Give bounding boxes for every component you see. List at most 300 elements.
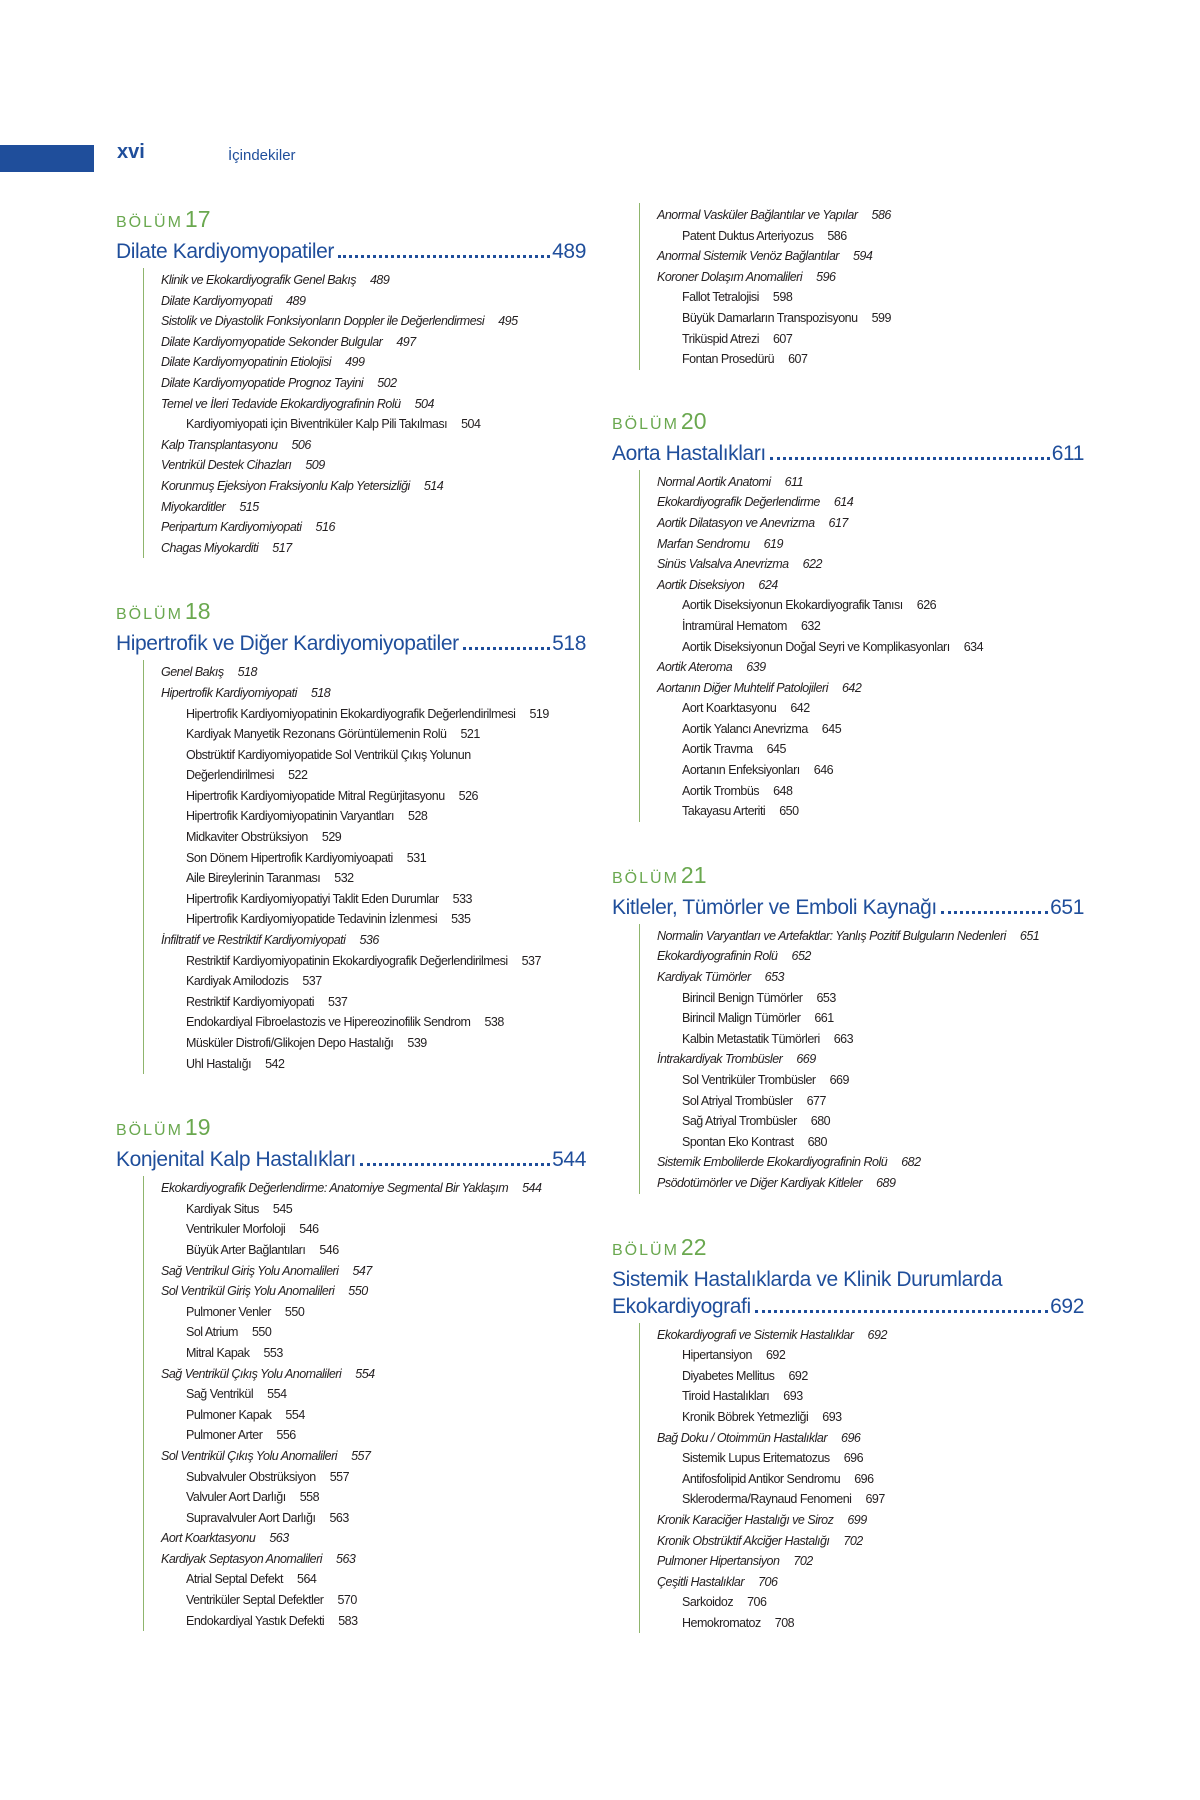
toc-entry-page: 558: [299, 1490, 320, 1505]
toc-subsection[interactable]: [161, 1487, 586, 1508]
toc-subsection[interactable]: [161, 806, 586, 827]
toc-entry-page: 706: [758, 1574, 778, 1589]
toc-section[interactable]: [161, 1446, 586, 1467]
toc-entry-page: 536: [359, 933, 379, 948]
toc-subsection[interactable]: [657, 1592, 1084, 1613]
toc-entry-title: Sol Ventriküler Trombüsler: [682, 1073, 816, 1087]
chapter-label: [612, 862, 1084, 888]
toc-subsection[interactable]: [161, 704, 586, 725]
toc-subsection[interactable]: [657, 760, 1084, 781]
toc-section[interactable]: [161, 1261, 586, 1282]
toc-entry-title: Endokardiyal Fibroelastozis ve Hipereozinofilik Sendrom: [186, 1015, 471, 1030]
toc-entry-page: 518: [310, 685, 331, 700]
toc-entry-title: Aortik Dilatasyon ve Anevrizma: [657, 515, 815, 530]
toc-section[interactable]: [657, 267, 1084, 288]
toc-subsection[interactable]: [657, 698, 1084, 719]
toc-entry-page: 550: [284, 1304, 305, 1319]
toc-subsection[interactable]: [161, 1012, 586, 1033]
toc-entry-title: Ekokardiyografik Değerlendirme: Anatomiye Segmental Bir Yaklaşım: [161, 1181, 509, 1196]
toc-entry-page: 542: [265, 1056, 285, 1071]
toc-entry-title: Kardiyak Septasyon Anomalileri: [161, 1551, 323, 1566]
toc-entry-page: 526: [458, 788, 479, 803]
chapter-entry-list: [143, 1176, 586, 1631]
toc-entry-title: Hipertansiyon: [682, 1348, 752, 1363]
toc-entry-title: Dilate Kardiyomyopati: [161, 293, 273, 308]
toc-entry-page: 586: [827, 228, 847, 243]
toc-entry-title: Dilate Kardiyomyopatide Sekonder Bulgular: [161, 334, 383, 349]
toc-section[interactable]: [161, 1528, 586, 1549]
toc-entry-title: Sistemik Lupus Eritematozus: [682, 1451, 830, 1466]
toc-entry-page: 564: [297, 1572, 317, 1587]
toc-entry-page: 533: [452, 891, 473, 906]
toc-entry-title: Normal Aortik Anatomi: [657, 474, 771, 489]
toc-section[interactable]: [161, 352, 586, 373]
toc-entry-title: Son Dönem Hipertrofik Kardiyomiyoapati: [186, 850, 393, 865]
toc-entry-page: 553: [263, 1345, 283, 1360]
toc-subsection[interactable]: [161, 1240, 586, 1261]
toc-entry-title: Aortanın Diğer Muhtelif Patolojileri: [657, 680, 828, 695]
toc-entry-page: 652: [791, 949, 811, 964]
toc-entry-page: 532: [334, 871, 354, 886]
toc-section[interactable]: [161, 1549, 586, 1570]
toc-entry-page: 570: [337, 1593, 357, 1608]
toc-entry-page: 544: [522, 1181, 542, 1196]
toc-section[interactable]: [161, 291, 586, 312]
toc-section[interactable]: [161, 517, 586, 538]
toc-entry-title: Sol Ventrikül Giriş Yolu Anomalileri: [161, 1284, 335, 1299]
toc-section[interactable]: [657, 205, 1084, 226]
toc-entry-page: 583: [338, 1613, 358, 1628]
toc-subsection[interactable]: [161, 951, 586, 972]
toc-entry-page: 537: [328, 994, 348, 1009]
toc-entry-title: Endokardiyal Yastık Defekti: [186, 1613, 325, 1628]
toc-entry-page: 550: [251, 1325, 272, 1340]
toc-entry-page: 669: [829, 1073, 849, 1087]
chapter-page: 692: [1050, 1294, 1084, 1318]
chapter-title-text: Kitleler, Tümörler ve Emboli Kaynağı: [612, 895, 937, 919]
toc-entry-page: 669: [796, 1052, 816, 1067]
toc-entry-page: 624: [758, 577, 778, 592]
toc-section[interactable]: [161, 538, 586, 559]
toc-entry-page: 546: [319, 1242, 339, 1257]
toc-subsection[interactable]: [161, 1590, 586, 1611]
chapter-22: [612, 1234, 1084, 1634]
toc-section[interactable]: [657, 1173, 1084, 1194]
toc-entry-page: 599: [871, 310, 891, 325]
toc-entry-page: 554: [267, 1387, 287, 1402]
toc-subsection[interactable]: [657, 1448, 1084, 1469]
toc-subsection[interactable]: [161, 1508, 586, 1529]
toc-entry-page: 545: [272, 1201, 293, 1216]
toc-entry-title: Kronik Karaciğer Hastalığı ve Siroz: [657, 1512, 834, 1527]
toc-entry-title: Klinik ve Ekokardiyografik Genel Bakış: [161, 273, 356, 287]
chapter-page: 489: [552, 240, 586, 263]
toc-entry-title: Valvuler Aort Darlığı: [186, 1490, 286, 1505]
toc-entry-page: 642: [841, 680, 862, 695]
toc-section[interactable]: [657, 1531, 1084, 1552]
toc-subsection[interactable]: [657, 1111, 1084, 1132]
toc-section[interactable]: [657, 554, 1084, 575]
chapter-title[interactable]: [612, 440, 1084, 467]
toc-entry-page: 489: [369, 273, 390, 287]
toc-subsection[interactable]: [657, 329, 1084, 350]
toc-section[interactable]: [657, 513, 1084, 534]
toc-section[interactable]: [657, 492, 1084, 513]
toc-entry-page: 528: [408, 809, 428, 824]
toc-subsection[interactable]: [161, 745, 586, 766]
toc-entry-page: 550: [348, 1284, 368, 1299]
toc-entry-title: Sağ Ventrikul Giriş Yolu Anomalileri: [161, 1263, 339, 1278]
toc-subsection[interactable]: [657, 1008, 1084, 1029]
toc-entry-page: 692: [788, 1368, 808, 1383]
toc-section[interactable]: [657, 1428, 1084, 1449]
toc-entry-title: Ventriküler Septal Defektler: [186, 1593, 324, 1608]
toc-section[interactable]: [161, 311, 586, 332]
dot-leader: [941, 911, 1048, 914]
toc-entry-title: Aile Bireylerinin Taranması: [186, 871, 321, 886]
toc-subsection[interactable]: [161, 724, 586, 745]
toc-section[interactable]: [657, 246, 1084, 267]
toc-entry-page: 522: [288, 768, 308, 783]
toc-section[interactable]: [161, 270, 586, 291]
toc-subsection[interactable]: [657, 1407, 1084, 1428]
toc-entry-title: Hipertrofik Kardiyomiyopatide Mitral Regürjitasyonu: [186, 788, 445, 803]
toc-subsection[interactable]: [657, 1029, 1084, 1050]
toc-subsection[interactable]: [161, 1405, 586, 1426]
toc-section[interactable]: [161, 394, 586, 415]
toc-subsection[interactable]: [657, 1345, 1084, 1366]
toc-entry-page: 642: [790, 701, 810, 716]
toc-entry-page: 557: [329, 1469, 350, 1484]
toc-section[interactable]: [161, 1178, 586, 1199]
toc-entry-title: Değerlendirilmesi: [186, 768, 275, 783]
toc-entry-page: 682: [901, 1155, 921, 1170]
chapter-18: [116, 598, 586, 1074]
toc-entry-page: 611: [784, 474, 804, 489]
toc-subsection[interactable]: [161, 1384, 586, 1405]
toc-section[interactable]: [657, 1049, 1084, 1070]
toc-entry-title: Kalp Transplantasyonu: [161, 437, 278, 452]
toc-entry-page: 639: [746, 660, 766, 675]
chapter-label-word: BÖLÜM: [612, 869, 679, 887]
toc-entry-page: 535: [451, 912, 471, 927]
toc-subsection[interactable]: [657, 637, 1084, 658]
toc-subsection[interactable]: [161, 414, 586, 435]
toc-subsection[interactable]: [657, 349, 1084, 370]
toc-entry-title: Aortik Diseksiyon: [657, 577, 745, 592]
toc-entry-page: 499: [345, 355, 365, 370]
chapter-title-text: Aorta Hastalıkları: [612, 441, 766, 465]
toc-subsection[interactable]: [161, 786, 586, 807]
toc-subsection[interactable]: [657, 226, 1084, 247]
chapter-title-line2: [612, 1293, 1084, 1320]
dot-leader: [770, 457, 1050, 460]
chapter-label: [612, 408, 1084, 434]
toc-section[interactable]: [161, 930, 586, 951]
toc-subsection[interactable]: [161, 848, 586, 869]
chapter-label: [116, 206, 586, 232]
toc-subsection[interactable]: [161, 1425, 586, 1446]
toc-entry-page: 497: [396, 334, 416, 349]
toc-section[interactable]: [161, 435, 586, 456]
toc-entry-title: Kronik Obstrüktif Akciğer Hastalığı: [657, 1533, 830, 1548]
toc-entry-title: Büyük Arter Bağlantıları: [186, 1242, 306, 1257]
toc-subsection[interactable]: [657, 1132, 1084, 1153]
toc-subsection[interactable]: [161, 909, 586, 930]
toc-section[interactable]: [161, 683, 586, 704]
toc-entry-page: 645: [766, 742, 786, 757]
chapter-19-continued: [612, 203, 1084, 370]
toc-entry-title: Sistemik Embolilerde Ekokardiyografinin Rolü: [657, 1155, 888, 1170]
chapter-title[interactable]: [116, 630, 586, 657]
toc-entry-page: 538: [484, 1015, 504, 1030]
toc-entry-page: 619: [763, 536, 783, 551]
toc-entry-title: Aortik Diseksiyonun Doğal Seyri ve Komplikasyonları: [682, 639, 950, 654]
toc-subsection[interactable]: [161, 992, 586, 1013]
toc-entry-page: 706: [747, 1595, 767, 1610]
dot-leader: [338, 255, 550, 258]
toc-section[interactable]: [161, 1281, 586, 1302]
chapter-label-word: BÖLÜM: [116, 606, 183, 624]
toc-subsection[interactable]: [657, 988, 1084, 1009]
toc-subsection[interactable]: [657, 1070, 1084, 1091]
header-color-band: [0, 145, 94, 172]
toc-section[interactable]: [657, 472, 1084, 493]
toc-entry-title: Sol Atrium: [186, 1325, 238, 1340]
toc-entry-page: 680: [810, 1114, 831, 1129]
toc-subsection[interactable]: [161, 1343, 586, 1364]
toc-entry-page: 617: [828, 515, 848, 530]
toc-entry-title: Midkaviter Obstrüksiyon: [186, 830, 308, 845]
toc-subsection[interactable]: [657, 1489, 1084, 1510]
toc-entry-title: Sinüs Valsalva Anevrizma: [657, 557, 789, 572]
toc-entry-page: 518: [237, 665, 257, 680]
running-title: İçindekiler: [228, 147, 296, 164]
toc-subsection[interactable]: [657, 1613, 1084, 1634]
chapter-number: 20: [680, 407, 707, 434]
toc-entry-page: 504: [461, 417, 481, 432]
toc-section[interactable]: [161, 1364, 586, 1385]
toc-entry-title: Takayasu Arteriti: [682, 804, 766, 819]
toc-entry-title: İntramüral Hematom: [682, 618, 787, 633]
toc-entry-title: Hipertrofik Kardiyomiyopatiyi Taklit Eden Durumlar: [186, 891, 439, 906]
chapter-entry-list: [639, 1323, 1084, 1634]
toc-subsection[interactable]: [161, 765, 586, 786]
toc-entry-page: 563: [336, 1551, 356, 1566]
toc-section[interactable]: [161, 455, 586, 476]
toc-entry-title: Mitral Kapak: [186, 1345, 250, 1360]
toc-entry-page: 539: [407, 1036, 427, 1050]
toc-subsection[interactable]: [161, 889, 586, 910]
chapter-title[interactable]: [612, 1266, 1084, 1320]
toc-entry-title: Koroner Dolaşım Anomalileri: [657, 269, 803, 284]
chapter-number: 19: [184, 1114, 211, 1141]
toc-section[interactable]: [161, 662, 586, 683]
toc-entry-page: 663: [833, 1031, 854, 1046]
toc-subsection[interactable]: [161, 1219, 586, 1240]
toc-section[interactable]: [657, 926, 1084, 947]
toc-entry-title: Ventrikül Destek Cihazları: [161, 458, 292, 473]
toc-subsection[interactable]: [161, 1569, 586, 1590]
dot-leader: [755, 1310, 1048, 1313]
toc-subsection[interactable]: [161, 827, 586, 848]
toc-subsection[interactable]: [657, 1366, 1084, 1387]
toc-entry-title: Obstrüktif Kardiyomiyopatide Sol Ventrikül Çıkış Yolunun: [186, 747, 471, 762]
toc-subsection[interactable]: [657, 801, 1084, 822]
toc-entry-title: Fontan Prosedürü: [682, 352, 775, 367]
chapter-entry-list: [143, 660, 586, 1074]
toc-entry-title: Fallot Tetralojisi: [682, 290, 759, 305]
toc-entry-page: 529: [321, 830, 342, 845]
toc-entry-title: Aortanın Enfeksiyonları: [682, 763, 800, 778]
toc-entry-title: Miyokarditler: [161, 499, 226, 514]
toc-entry-page: 594: [852, 249, 873, 264]
toc-section[interactable]: [161, 497, 586, 518]
chapter-label-word: BÖLÜM: [116, 214, 183, 231]
toc-entry-title: Temel ve İleri Tedavide Ekokardiyografinin Rolü: [161, 396, 401, 411]
toc-subsection[interactable]: [657, 781, 1084, 802]
chapter-title[interactable]: [612, 894, 1084, 921]
toc-entry-page: 645: [821, 721, 842, 736]
toc-subsection[interactable]: [657, 739, 1084, 760]
toc-entry-title: Bağ Doku / Otoimmün Hastalıklar: [657, 1430, 827, 1445]
chapter-label-word: BÖLÜM: [612, 1241, 679, 1259]
toc-entry-page: 653: [764, 970, 784, 985]
chapter-title[interactable]: [116, 1146, 586, 1173]
toc-subsection[interactable]: [161, 1302, 586, 1323]
toc-entry-page: 614: [833, 495, 854, 510]
toc-entry-page: 680: [807, 1134, 827, 1149]
toc-entry-page: 521: [460, 727, 480, 742]
toc-entry-page: 607: [788, 352, 808, 367]
toc-entry-page: 537: [521, 953, 541, 968]
toc-entry-title: Restriktif Kardiyomiyopati: [186, 994, 315, 1009]
toc-section[interactable]: [657, 946, 1084, 967]
toc-entry-page: 689: [876, 1175, 896, 1190]
toc-entry-page: 495: [498, 314, 518, 329]
toc-subsection[interactable]: [657, 595, 1084, 616]
chapter-page: 518: [552, 632, 586, 656]
toc-entry-title: Uhl Hastalığı: [186, 1056, 252, 1071]
toc-section[interactable]: [657, 575, 1084, 596]
toc-entry-page: 702: [843, 1533, 863, 1548]
chapter-entry-list: [143, 268, 586, 558]
toc-entry-title: Aortik Yalancı Anevrizma: [682, 721, 808, 736]
toc-subsection[interactable]: [657, 308, 1084, 329]
toc-entry-page: 563: [269, 1531, 289, 1546]
chapter-label-word: BÖLÜM: [612, 415, 679, 433]
toc-section[interactable]: [657, 1325, 1084, 1346]
chapter-title[interactable]: [116, 238, 586, 265]
toc-subsection[interactable]: [657, 1091, 1084, 1112]
toc-subsection[interactable]: [161, 1467, 586, 1488]
toc-entry-page: 515: [239, 499, 259, 514]
toc-subsection[interactable]: [161, 1611, 586, 1632]
toc-entry-title: Aortik Diseksiyonun Ekokardiyografik Tanısı: [682, 598, 903, 613]
toc-entry-title: Atrial Septal Defekt: [186, 1572, 283, 1587]
toc-subsection[interactable]: [657, 719, 1084, 740]
toc-entry-page: 648: [773, 783, 793, 798]
chapter-number: 17: [184, 206, 211, 232]
toc-entry-page: 693: [783, 1389, 803, 1404]
toc-entry-page: 607: [772, 331, 793, 346]
toc-entry-title: İntrakardiyak Trombüsler: [657, 1052, 783, 1067]
toc-section[interactable]: [161, 476, 586, 497]
toc-entry-title: Kronik Böbrek Yetmezliği: [682, 1409, 809, 1424]
chapter-page: 651: [1050, 895, 1084, 919]
toc-section[interactable]: [657, 1551, 1084, 1572]
toc-subsection[interactable]: [161, 971, 586, 992]
toc-entry-page: 554: [355, 1366, 375, 1381]
toc-entry-page: 699: [847, 1512, 867, 1527]
chapter-entry-list: [639, 924, 1084, 1194]
toc-entry-title: Hipertrofik Kardiyomiyopatinin Varyantları: [186, 809, 395, 824]
dot-leader: [360, 1163, 550, 1166]
toc-entry-page: 702: [793, 1554, 813, 1569]
toc-entry-title: Korunmuş Ejeksiyon Fraksiyonlu Kalp Yetersizliği: [161, 478, 410, 493]
toc-entry-page: 537: [302, 974, 322, 989]
toc-entry-title: Supravalvuler Aort Darlığı: [186, 1510, 316, 1525]
chapter-number: 22: [680, 1233, 707, 1260]
toc-entry-page: 531: [406, 850, 427, 865]
toc-subsection[interactable]: [161, 1322, 586, 1343]
toc-entry-page: 692: [867, 1327, 887, 1342]
toc-entry-page: 563: [329, 1510, 349, 1525]
toc-subsection[interactable]: [657, 287, 1084, 308]
toc-entry-title: Ventrikuler Morfoloji: [186, 1222, 286, 1237]
toc-entry-page: 504: [414, 396, 434, 411]
toc-subsection[interactable]: [161, 1054, 586, 1075]
toc-section[interactable]: [657, 1510, 1084, 1531]
toc-section[interactable]: [657, 967, 1084, 988]
toc-subsection[interactable]: [657, 616, 1084, 637]
toc-subsection[interactable]: [161, 1199, 586, 1220]
toc-entry-title: Dilate Kardiyomyopatide Prognoz Tayini: [161, 375, 364, 390]
toc-section[interactable]: [657, 657, 1084, 678]
toc-subsection[interactable]: [161, 1033, 586, 1054]
toc-entry-page: 502: [377, 375, 397, 390]
toc-section[interactable]: [161, 332, 586, 353]
toc-subsection[interactable]: [657, 1469, 1084, 1490]
toc-subsection[interactable]: [161, 868, 586, 889]
toc-entry-page: 516: [315, 520, 335, 535]
toc-entry-page: 696: [843, 1451, 864, 1466]
toc-entry-title: Patent Duktus Arteriyozus: [682, 228, 814, 243]
toc-entry-page: 586: [871, 208, 891, 222]
right-column: [612, 206, 1084, 1673]
chapter-number: 18: [184, 598, 211, 625]
chapter-21: [612, 862, 1084, 1194]
toc-entry-title: Birincil Benign Tümörler: [682, 990, 803, 1005]
toc-entry-title: Dilate Kardiyomyopatinin Etiolojisi: [161, 355, 332, 370]
toc-section[interactable]: [657, 1152, 1084, 1173]
toc-entry-title: Anormal Sistemik Venöz Bağlantılar: [657, 249, 839, 264]
toc-section[interactable]: [657, 1572, 1084, 1593]
toc-section[interactable]: [657, 534, 1084, 555]
toc-entry-page: 661: [814, 1011, 834, 1026]
toc-entry-title: Birincil Malign Tümörler: [682, 1011, 801, 1026]
toc-entry-page: 692: [765, 1348, 786, 1363]
toc-entry-page: 646: [813, 763, 834, 778]
toc-entry-title: Sarkoidoz: [682, 1595, 734, 1610]
chapter-label: [116, 598, 586, 624]
toc-entry-title: Kardiyak Tümörler: [657, 970, 751, 985]
toc-entry-title: Sistolik ve Diyastolik Fonksiyonların Doppler ile Değerlendirmesi: [161, 314, 485, 329]
toc-subsection[interactable]: [657, 1386, 1084, 1407]
toc-section[interactable]: [657, 678, 1084, 699]
toc-section[interactable]: [161, 373, 586, 394]
chapter-label: [116, 1114, 586, 1140]
